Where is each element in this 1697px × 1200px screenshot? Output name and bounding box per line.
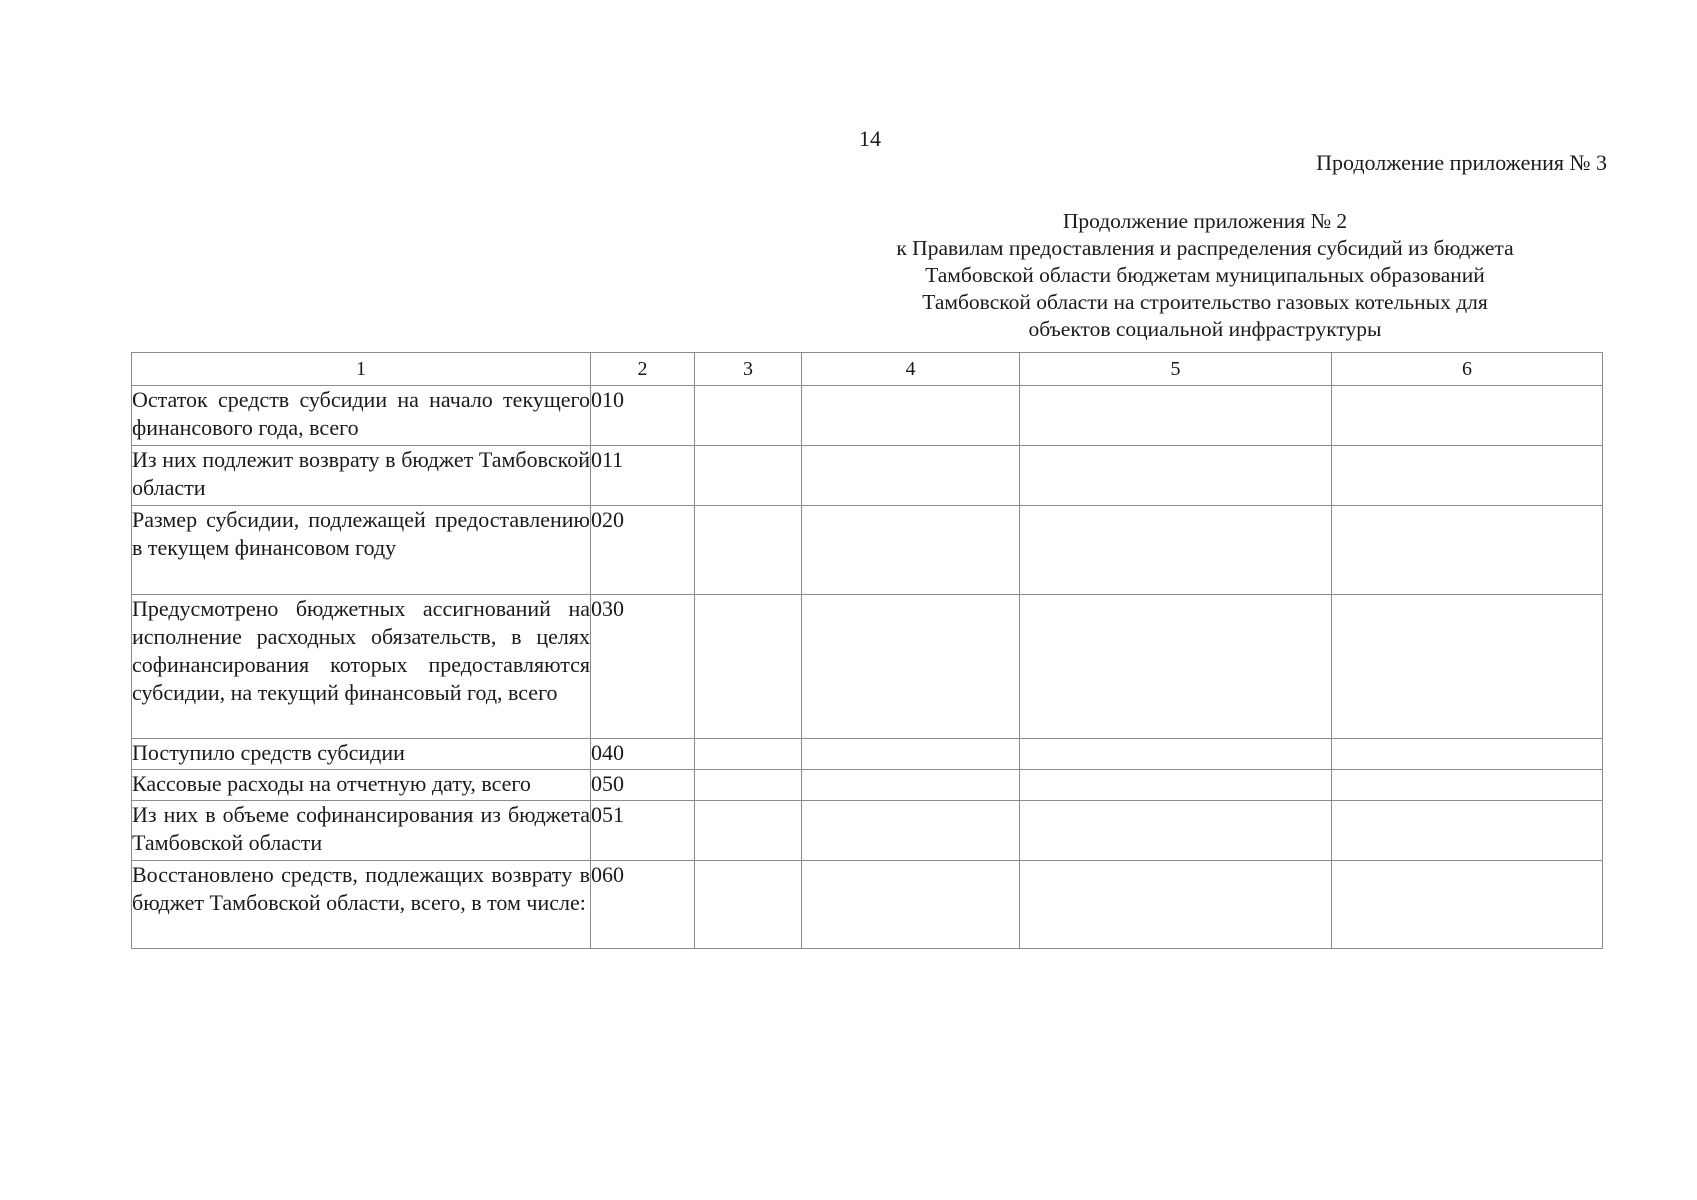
header-line: к Правилам предоставления и распределения субсидий из бюджета: [896, 236, 1514, 260]
table-cell: [1020, 386, 1332, 446]
table-cell: [695, 739, 802, 770]
table-cell: [802, 506, 1020, 595]
table-cell: [802, 386, 1020, 446]
row-code: 050: [591, 770, 695, 801]
table-cell: [695, 386, 802, 446]
header-line: Продолжение приложения № 2: [1062, 209, 1348, 233]
table-cell: [1020, 446, 1332, 506]
table-cell: [1020, 801, 1332, 861]
table-cell: [1332, 861, 1603, 949]
header-line: объектов социальной инфраструктуры: [1028, 317, 1382, 341]
row-description: Из них в объеме софинансирования из бюджета Тамбовской области: [132, 801, 591, 861]
table-cell: [1332, 801, 1603, 861]
row-description: Из них подлежит возврату в бюджет Тамбовской области: [132, 446, 591, 506]
table-cell: [1332, 770, 1603, 801]
row-description: Предусмотрено бюджетных ассигнований на исполнение расходных обязательств, в целях софинансирования которых предоставляются субсидии, на текущий финансовый год, всего: [132, 595, 591, 739]
row-code: 020: [591, 506, 695, 595]
header-line: Тамбовской области бюджетам муниципальных образований: [925, 263, 1485, 287]
table-row: [132, 386, 1603, 446]
table-row: [132, 770, 1603, 801]
table-cell: [695, 770, 802, 801]
table-cell: [802, 739, 1020, 770]
row-description: Восстановлено средств, подлежащих возврату в бюджет Тамбовской области, всего, в том числе:: [132, 861, 591, 949]
row-description: Размер субсидии, подлежащей предоставлению в текущем финансовом году: [132, 506, 591, 595]
table-cell: [695, 801, 802, 861]
header-line: Тамбовской области на строительство газовых котельных для: [922, 290, 1488, 314]
table-cell: [1020, 506, 1332, 595]
row-code: 011: [591, 446, 695, 506]
row-code: 040: [591, 739, 695, 770]
column-header: 1: [132, 353, 591, 386]
table-cell: [695, 861, 802, 949]
row-description: Поступило средств субсидии: [132, 739, 591, 770]
row-code: 010: [591, 386, 695, 446]
table-cell: [1332, 446, 1603, 506]
subsidy-report-table: [131, 352, 1603, 949]
column-header: 2: [591, 353, 695, 386]
appendix-3-continuation: Продолжение приложения № 3: [1316, 150, 1607, 175]
table-cell: [802, 801, 1020, 861]
column-header: 5: [1020, 353, 1332, 386]
table-cell: [802, 770, 1020, 801]
table-cell: [1332, 386, 1603, 446]
table-row: [132, 801, 1603, 861]
table-row: [132, 595, 1603, 739]
row-description: Остаток средств субсидии на начало текущего финансового года, всего: [132, 386, 591, 446]
row-code: 060: [591, 861, 695, 949]
table-row: [132, 446, 1603, 506]
table-row: [132, 739, 1603, 770]
table-cell: [695, 506, 802, 595]
table-cell: [1332, 595, 1603, 739]
table-cell: [1332, 506, 1603, 595]
table-cell: [695, 446, 802, 506]
table-row: [132, 861, 1603, 949]
table-header-row: [132, 353, 1603, 386]
table-cell: [802, 595, 1020, 739]
column-header: 3: [695, 353, 802, 386]
table-cell: [1020, 770, 1332, 801]
table-cell: [1020, 595, 1332, 739]
table-cell: [1020, 861, 1332, 949]
table-cell: [1020, 739, 1332, 770]
table-cell: [802, 446, 1020, 506]
column-header: 6: [1332, 353, 1603, 386]
table-cell: [802, 861, 1020, 949]
table-cell: [695, 595, 802, 739]
row-code: 051: [591, 801, 695, 861]
row-code: 030: [591, 595, 695, 739]
column-header: 4: [802, 353, 1020, 386]
appendix-header: [820, 208, 1590, 343]
table-cell: [1332, 739, 1603, 770]
table-row: [132, 506, 1603, 595]
row-description: Кассовые расходы на отчетную дату, всего: [132, 770, 591, 801]
page-number: 14: [859, 126, 881, 151]
